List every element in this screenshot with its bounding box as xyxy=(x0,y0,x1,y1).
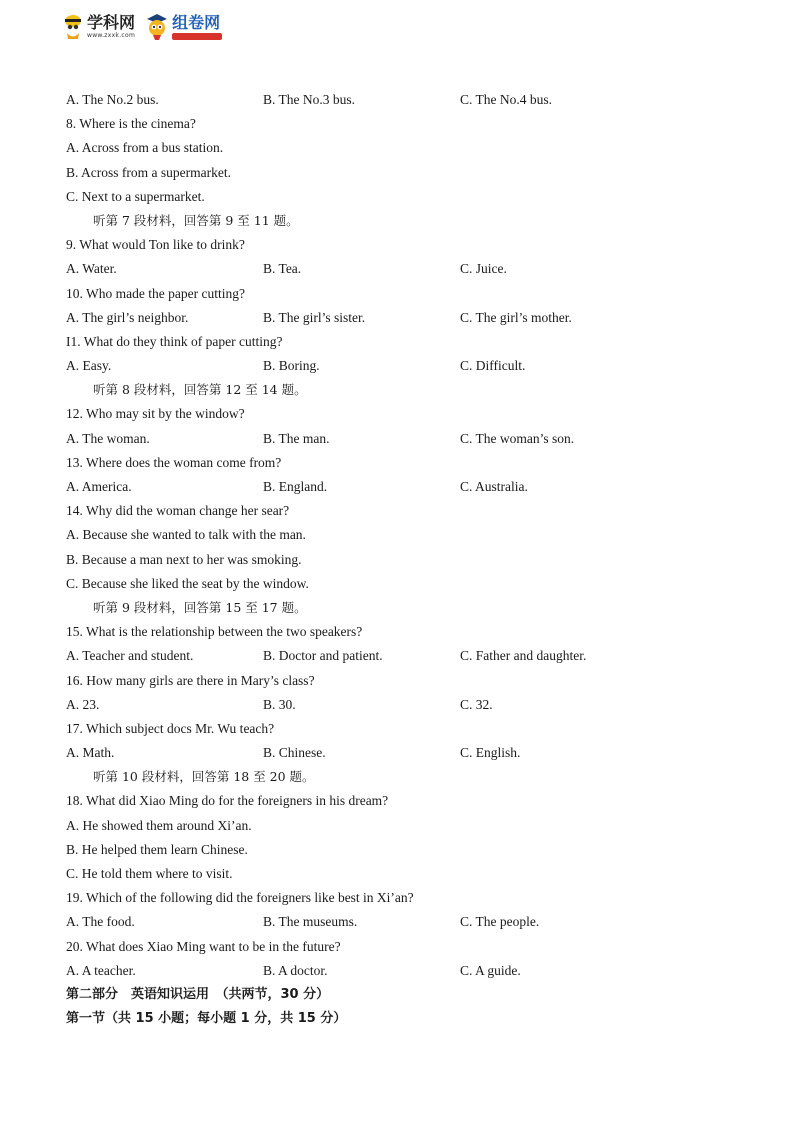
option-a: A. America. xyxy=(66,479,132,494)
zujuan-logo[interactable] xyxy=(145,13,222,41)
section-instruction: 听第 7 段材料，回答第 9 至 11 题。 xyxy=(93,212,299,228)
part-heading: 第二部分 英语知识运用 （共两节，30 分） xyxy=(66,986,330,1002)
option-row xyxy=(66,427,756,451)
option-c: C. English. xyxy=(460,745,521,761)
mascot-icon xyxy=(62,13,84,41)
exam-content xyxy=(66,88,756,1031)
option-b: B. The museums. xyxy=(263,914,358,930)
option-b: B. Doctor and patient. xyxy=(263,648,383,664)
option-row xyxy=(66,354,756,378)
option-a: A. The girl’s neighbor. xyxy=(66,309,189,325)
owl-mascot-icon xyxy=(145,13,169,41)
text-line: 9. What would Ton like to drink? xyxy=(66,237,245,253)
option-b: B. Tea. xyxy=(263,261,302,277)
option-c: C. The people. xyxy=(460,914,540,930)
text-line: 10. Who made the paper cutting? xyxy=(66,285,245,301)
option-b: B. The No.3 bus. xyxy=(263,92,356,107)
text-line: C. He told them where to visit. xyxy=(66,866,233,881)
option-c: C. A guide. xyxy=(460,962,521,978)
text-line: 18. What did Xiao Ming do for the foreigners in his dream? xyxy=(66,793,389,809)
option-a: A. The food. xyxy=(66,914,135,930)
text-line: A. Across from a bus station. xyxy=(66,140,224,156)
option-c: C. The No.4 bus. xyxy=(460,92,553,107)
option-a: A. Teacher and student. xyxy=(66,648,194,664)
option-b: B. England. xyxy=(263,479,328,494)
zujuan-logo-name: 组卷网 xyxy=(172,12,221,32)
option-b: B. The girl’s sister. xyxy=(263,309,366,325)
option-a: A. Easy. xyxy=(66,358,112,374)
option-c: C. Father and daughter. xyxy=(460,648,587,664)
part-heading: 第一节（共 15 小题；每小题 1 分，共 15 分） xyxy=(66,1011,347,1027)
text-line: B. Because a man next to her was smoking. xyxy=(66,551,302,567)
text-line: 12. Who may sit by the window? xyxy=(66,406,245,422)
option-row xyxy=(66,959,756,983)
option-row xyxy=(66,644,756,668)
section-instruction: 听第 8 段材料，回答第 12 至 14 题。 xyxy=(93,382,307,398)
text-line: 14. Why did the woman change her sear? xyxy=(66,503,290,519)
text-line: 16. How many girls are there in Mary’s class? xyxy=(66,672,315,688)
option-a: A. The woman. xyxy=(66,430,150,446)
option-c: C. Australia. xyxy=(460,479,528,494)
option-c: C. 32. xyxy=(460,696,493,712)
option-row xyxy=(66,910,756,934)
text-line: B. He helped them learn Chinese. xyxy=(66,841,248,857)
header-logos xyxy=(62,10,222,44)
text-line: 17. Which subject docs Mr. Wu teach? xyxy=(66,720,275,736)
text-line: C. Because she liked the seat by the window. xyxy=(66,575,309,591)
text-line: A. Because she wanted to talk with the man. xyxy=(66,527,306,543)
option-b: B. The man. xyxy=(263,430,330,446)
option-a: A. Water. xyxy=(66,261,117,277)
text-line: 8. Where is the cinema? xyxy=(66,116,196,132)
option-c: C. Juice. xyxy=(460,261,507,277)
option-a: A. 23. xyxy=(66,696,100,712)
option-b: B. A doctor. xyxy=(263,962,328,978)
option-c: C. The girl’s mother. xyxy=(460,309,572,325)
option-c: C. Difficult. xyxy=(460,358,526,374)
option-a: A. A teacher. xyxy=(66,962,136,978)
option-b: B. Boring. xyxy=(263,358,320,374)
zxxk-logo-name: 学科网 xyxy=(87,13,136,32)
text-line: 20. What does Xiao Ming want to be in the future? xyxy=(66,938,341,954)
text-line: 15. What is the relationship between the two speakers? xyxy=(66,624,363,640)
option-row xyxy=(66,475,756,499)
option-row xyxy=(66,306,756,330)
text-line: 19. Which of the following did the foreigners like best in Xi’an? xyxy=(66,890,414,906)
text-line: C. Next to a supermarket. xyxy=(66,188,205,204)
option-c: C. The woman’s son. xyxy=(460,430,575,446)
text-line: 13. Where does the woman come from? xyxy=(66,454,282,470)
option-row xyxy=(66,741,756,765)
option-a: A. Math. xyxy=(66,745,115,761)
option-row xyxy=(66,88,756,112)
zujuan-logo-banner xyxy=(172,33,222,40)
text-line: I1. What do they think of paper cutting? xyxy=(66,333,283,349)
option-row xyxy=(66,257,756,281)
option-b: B. 30. xyxy=(263,696,296,712)
section-instruction: 听第 9 段材料，回答第 15 至 17 题。 xyxy=(93,599,307,615)
option-row xyxy=(66,693,756,717)
zxxk-logo-url: www.zxxk.com xyxy=(87,32,136,39)
option-b: B. Chinese. xyxy=(263,745,326,761)
zxxk-logo[interactable] xyxy=(62,13,135,41)
text-line: B. Across from a supermarket. xyxy=(66,164,231,180)
text-line: A. He showed them around Xi’an. xyxy=(66,817,252,833)
option-a: A. The No.2 bus. xyxy=(66,92,159,107)
section-instruction: 听第 10 段材料，回答第 18 至 20 题。 xyxy=(93,769,315,785)
